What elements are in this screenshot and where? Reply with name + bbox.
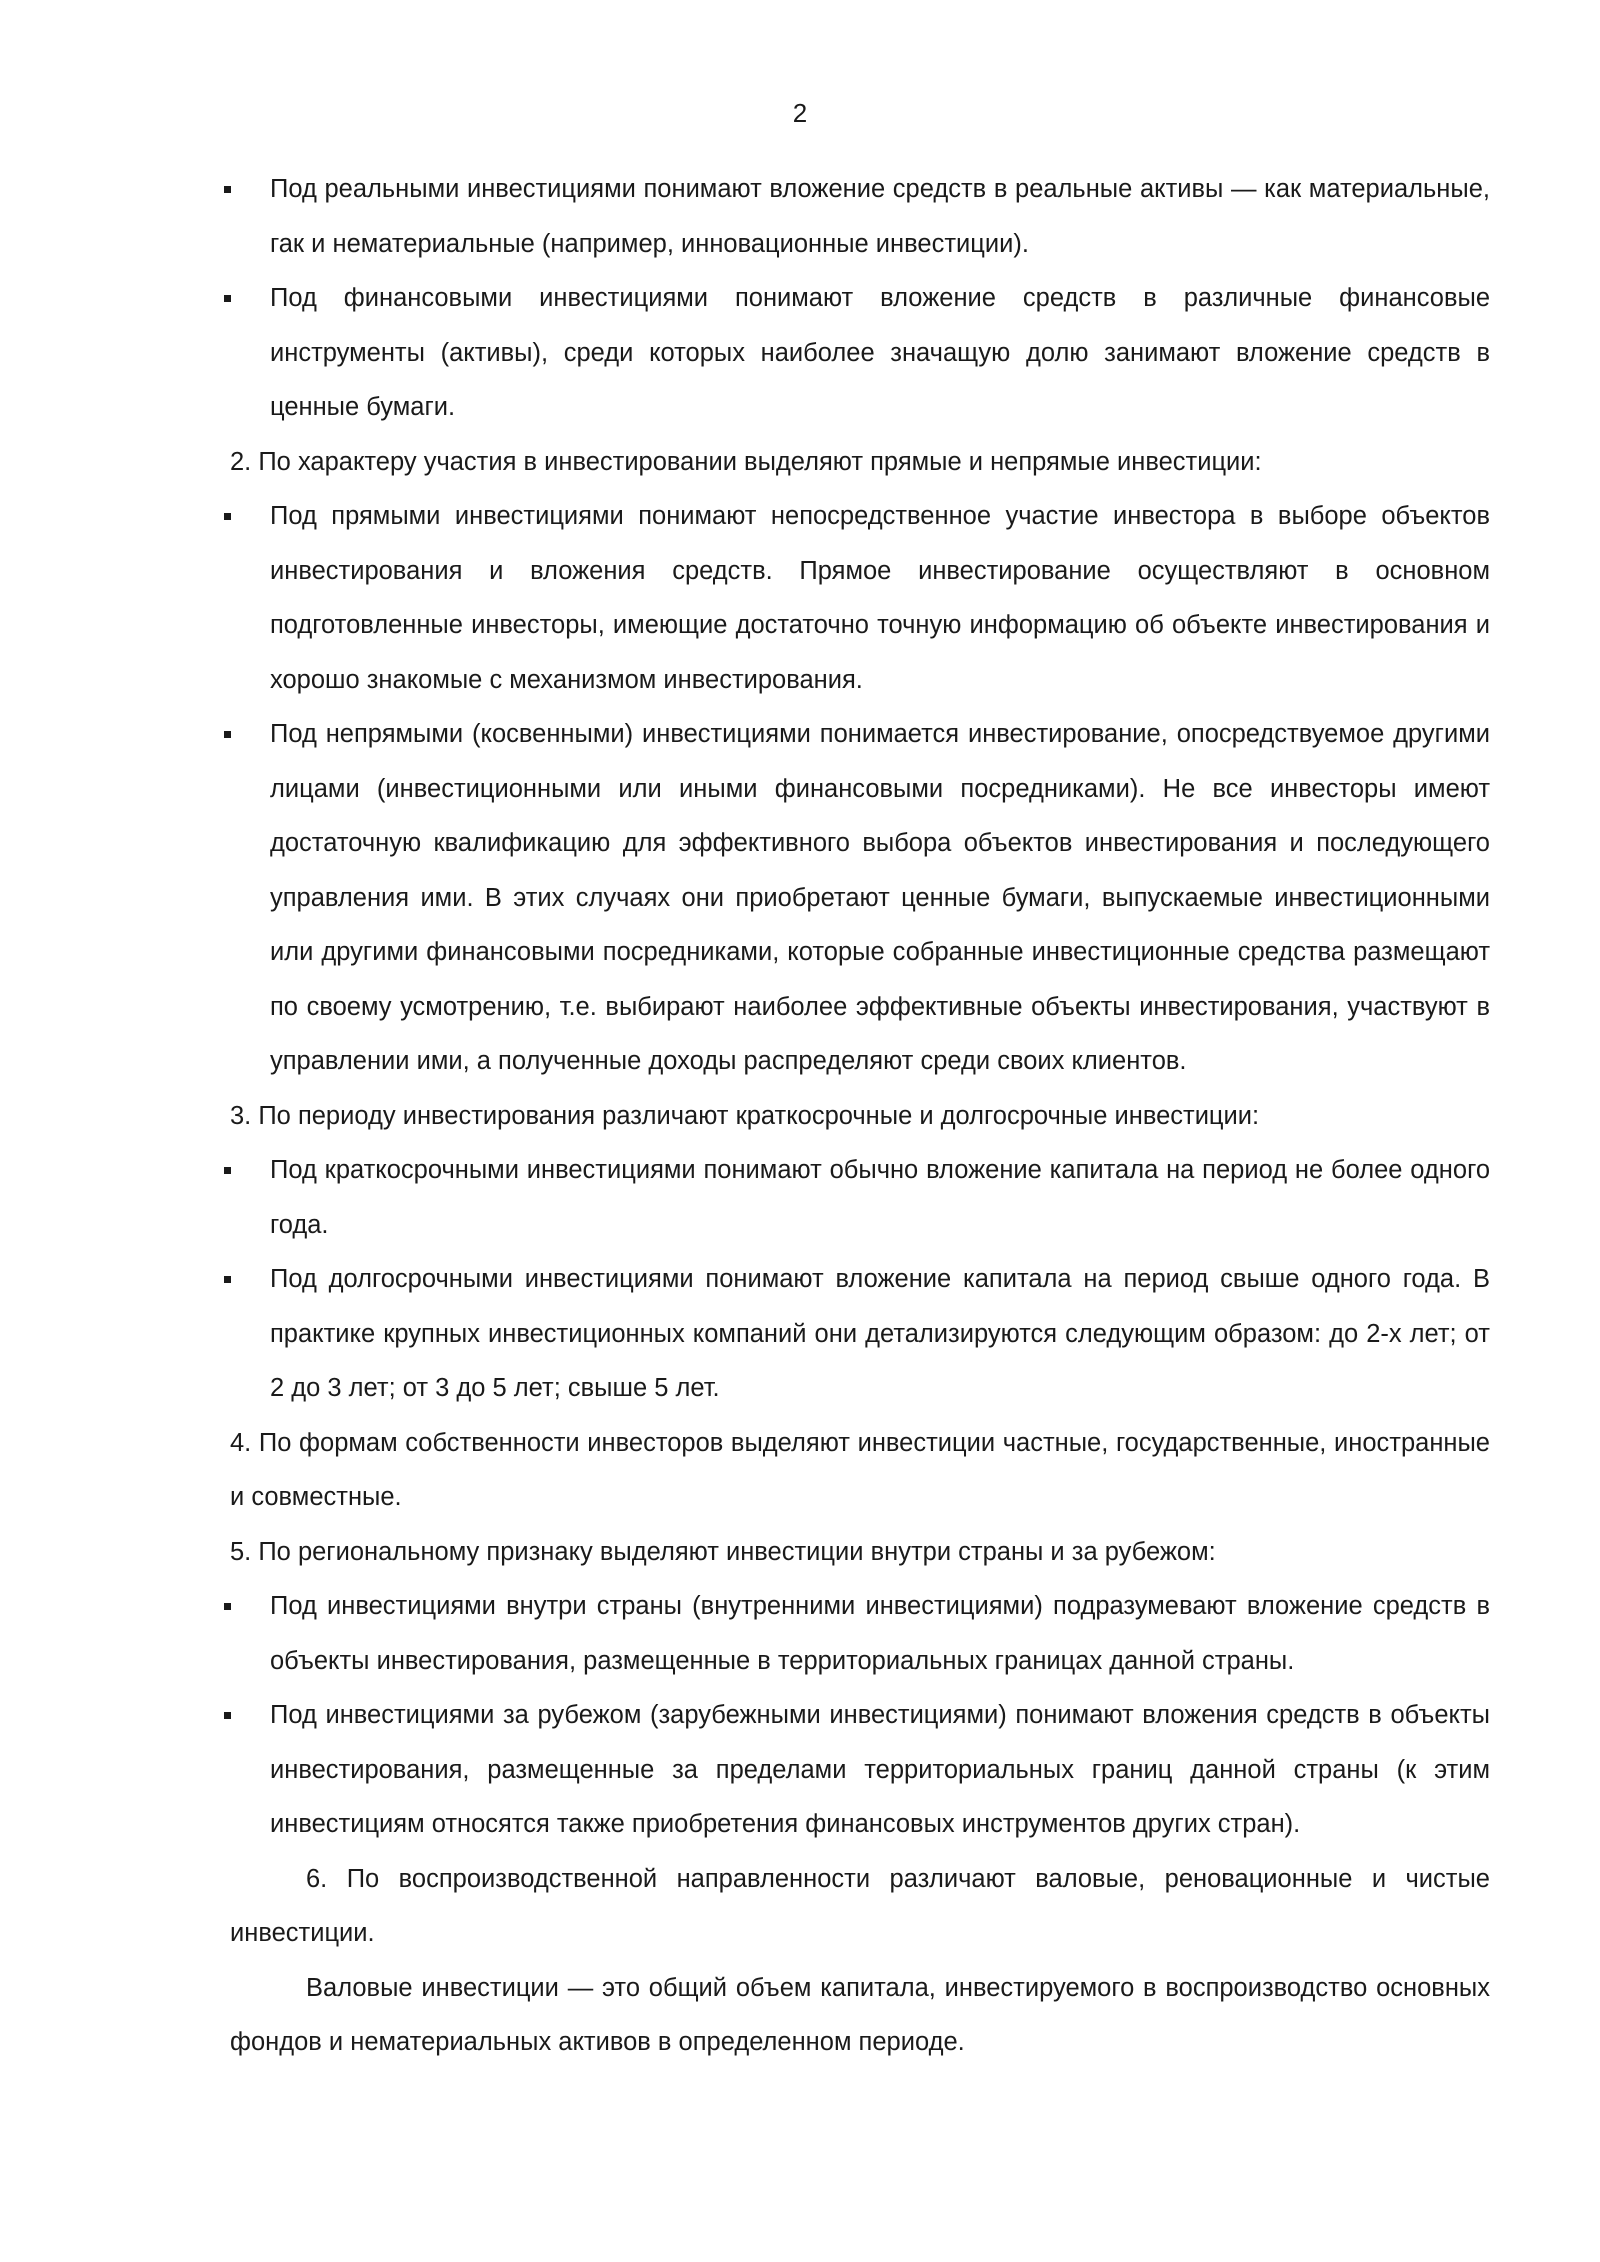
document-body	[228, 162, 1490, 2070]
paragraph-investment-period: 3. По периоду инвестирования различают краткосрочные и долгосрочные инвестиции:	[230, 1101, 1260, 1130]
bullet-short-term-investments: Под краткосрочными инвестициями понимают обычно вложение капитала на период не более одного года.	[228, 1143, 1490, 1252]
paragraph-reproduction-direction: 6. По воспроизводственной направленности различают валовые, реновационные и чистые инвестиции.	[230, 1864, 1490, 1947]
bullet-financial-investments: Под финансовыми инвестициями понимают вложение средств в различные финансовые инструменты (активы), среди которых наиболее значащую долю занимают вложение средств в ценные бумаги.	[228, 271, 1490, 435]
paragraph-ownership-forms: 4. По формам собственности инвесторов выделяют инвестиции частные, государственные, иностранные и совместные.	[230, 1428, 1490, 1511]
paragraph-gross-investments: Валовые инвестиции — это общий объем капитала, инвестируемого в воспроизводство основных фондов и нематериальных активов в определенном периоде.	[230, 1973, 1490, 2056]
bullet-indirect-investments: Под непрямыми (косвенными) инвестициями понимается инвестирование, опосредствуемое другими лицами (инвестиционными или иными финансовыми посредниками). Не все инвесторы имеют достаточную квалификацию для эффективного выбора объектов инвестирования и последующего управления ими. В этих случаях они приобретают ценные бумаги, выпускаемые инвестиционными или другими финансовыми посредниками, которые собранные инвестиционные средства размещают по своему усмотрению, т.е. выбирают наиболее эффективные объекты инвестирования, участвуют в управлении ими, а полученные доходы распределяют среди своих клиентов.	[228, 707, 1490, 1089]
page-number: 2	[792, 98, 808, 128]
bullet-direct-investments: Под прямыми инвестициями понимают непосредственное участие инвестора в выборе объектов инвестирования и вложения средств. Прямое инвестирование осуществляют в основном подготовленные инвесторы, имеющие достаточно точную информацию об объекте инвестирования и хорошо знакомые с механизмом инвестирования.	[228, 489, 1490, 707]
bullet-long-term-investments: Под долгосрочными инвестициями понимают вложение капитала на период свыше одного года. В практике крупных инвестиционных компаний они детализируются следующим образом: до 2-х лет; от 2 до 3 лет; от 3 до 5 лет; свыше 5 лет.	[228, 1252, 1490, 1416]
bullet-domestic-investments: Под инвестициями внутри страны (внутренними инвестициями) подразумевают вложение средств в объекты инвестирования, размещенные в территориальных границах данной страны.	[228, 1579, 1490, 1688]
bullet-real-investments: Под реальными инвестициями понимают вложение средств в реальные активы — как материальные, гак и нематериальные (например, инновационные инвестиции).	[228, 162, 1490, 271]
paragraph-regional-criterion: 5. По региональному признаку выделяют инвестиции внутри страны и за рубежом:	[230, 1537, 1216, 1566]
paragraph-participation-type: 2. По характеру участия в инвестировании выделяют прямые и непрямые инвестиции:	[230, 447, 1262, 476]
bullet-foreign-investments: Под инвестициями за рубежом (зарубежными инвестициями) понимают вложения средств в объекты инвестирования, размещенные за пределами территориальных границ данной страны (к этим инвестициям относятся также приобретения финансовых инструментов других стран).	[228, 1688, 1490, 1852]
